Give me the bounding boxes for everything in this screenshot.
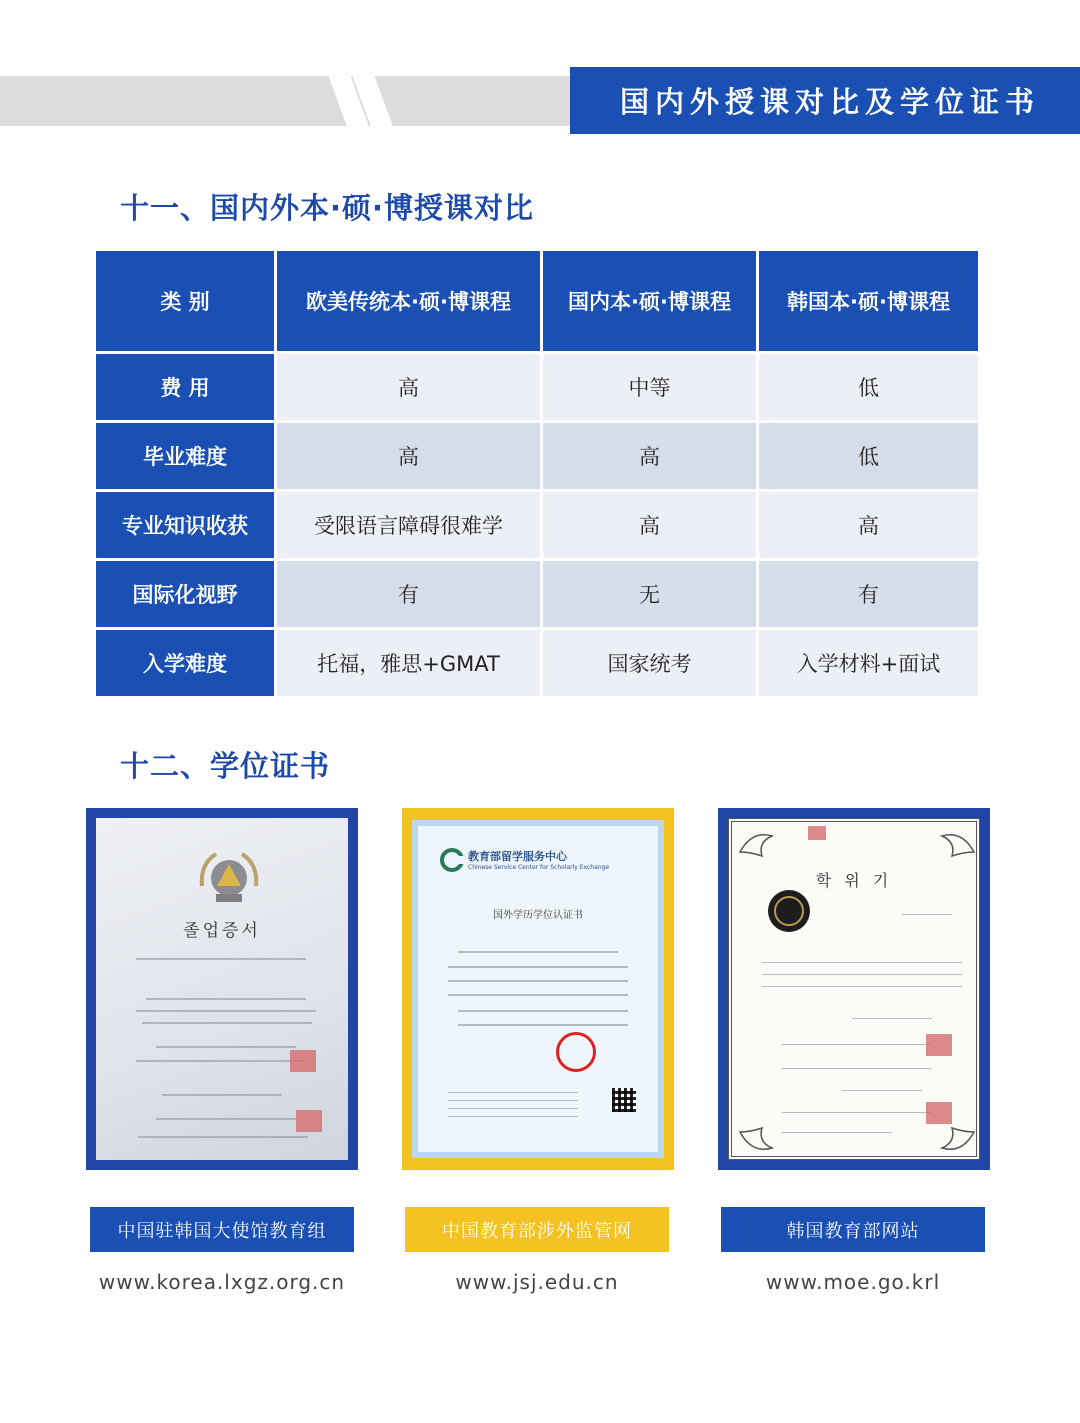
table-row: [96, 354, 978, 420]
source-url-embassy[interactable]: www.korea.lxgz.org.cn: [98, 1270, 346, 1294]
row-label: 毕业难度: [96, 423, 274, 489]
row-label: 专业知识收获: [96, 492, 274, 558]
row-label: 国际化视野: [96, 561, 274, 627]
header-western: 欧美传统本·硕·博课程: [277, 251, 540, 351]
header-category: 类 别: [96, 251, 274, 351]
table-row: [96, 492, 978, 558]
certificate-issuer-en: Chinese Service Center for Scholarly Exchange: [468, 864, 610, 871]
certificate-heading: 国外学历学位认证书: [493, 910, 583, 921]
source-label-jsj: 中国教育部涉外监管网: [405, 1207, 669, 1252]
section-title-comparison: 十一、国内外本·硕·博授课对比: [120, 191, 535, 225]
table-cell: 高: [543, 423, 756, 489]
certificate-heading: 졸업증서: [183, 921, 261, 941]
table-header-row: [96, 251, 978, 351]
table-cell: 高: [277, 354, 540, 420]
source-label-embassy: 中国驻韩国大使馆教育组: [90, 1207, 354, 1252]
table-cell: 受限语言障碍很难学: [277, 492, 540, 558]
comparison-table: [93, 248, 981, 699]
gold-seal-icon: [766, 888, 812, 934]
table-cell: 低: [759, 423, 978, 489]
header-band-grey: [0, 76, 600, 126]
table-cell: 有: [277, 561, 540, 627]
table-cell: 高: [759, 492, 978, 558]
table-row: [96, 423, 978, 489]
section-title-certificates: 十二、学位证书: [120, 749, 331, 783]
table-cell: 低: [759, 354, 978, 420]
table-cell: 中等: [543, 354, 756, 420]
table-row: [96, 561, 978, 627]
table-cell: 无: [543, 561, 756, 627]
table-cell: 有: [759, 561, 978, 627]
header-domestic: 国内本·硕·博课程: [543, 251, 756, 351]
header-korea: 韩国本·硕·博课程: [759, 251, 978, 351]
certificate-image-korean-diploma: [718, 808, 990, 1170]
certificate-image-korean-graduation: [86, 808, 358, 1170]
university-emblem-icon: [194, 844, 264, 914]
source-url-jsj[interactable]: www.jsj.edu.cn: [455, 1270, 619, 1294]
row-label: 入学难度: [96, 630, 274, 696]
table-cell: 高: [543, 492, 756, 558]
table-cell: 入学材料+面试: [759, 630, 978, 696]
page-title: 国内外授课对比及学位证书: [570, 67, 1080, 134]
source-url-moe[interactable]: www.moe.go.krl: [765, 1270, 941, 1294]
row-label: 费 用: [96, 354, 274, 420]
cscse-logo-icon: [440, 848, 464, 872]
certificate-heading: 학 위 기: [815, 871, 893, 890]
table-cell: 托福，雅思+GMAT: [277, 630, 540, 696]
certificate-image-cscse-verification: [402, 808, 674, 1170]
table-row: [96, 630, 978, 696]
table-cell: 国家统考: [543, 630, 756, 696]
certificate-issuer: 教育部留学服务中心: [468, 850, 567, 863]
source-label-moe: 韩国教育部网站: [721, 1207, 985, 1252]
table-cell: 高: [277, 423, 540, 489]
